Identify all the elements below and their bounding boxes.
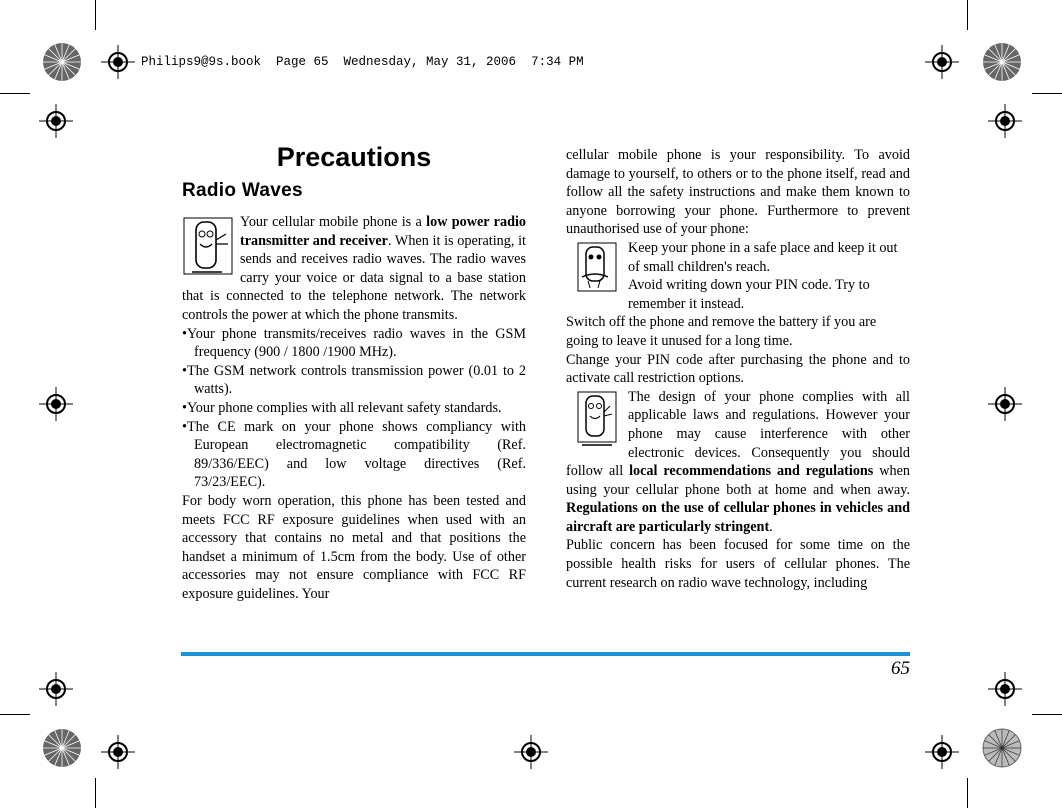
starburst-mark-top-right xyxy=(982,42,1022,82)
registration-mark-bottom-right xyxy=(925,735,959,769)
fcc-paragraph: For body worn operation, this phone has been tested and meets FCC RF exposure guidelines when used with an accessory that contains no metal and that positions the handset a minimum of 1.5cm from the body. Use of other accessories may not ensure compliance with FCC RF exposure guidelines. Your xyxy=(182,492,526,602)
design-text-2: when using your cellular phone both at home and when away. xyxy=(566,463,910,498)
responsibility-paragraph: cellular mobile phone is your responsibility. To avoid damage to yourself, to others or to the phone itself, read and follow all the safety instructions and make them known to anyone borrowing your phone. Furthermore to prevent unauthorised use of your phone: xyxy=(566,147,910,238)
change-pin-paragraph: Change your PIN code after purchasing the phone and to activate call restriction options. xyxy=(566,351,910,387)
keep-safe-text: Keep your phone in a safe place and keep it out of small children's reach. xyxy=(628,239,898,275)
list-item: • Your phone complies with all relevant safety standards. xyxy=(182,399,526,418)
page-number: 65 xyxy=(891,658,910,679)
crop-line xyxy=(967,0,968,30)
registration-mark-left-middle xyxy=(39,387,73,421)
design-text-3: . xyxy=(769,518,773,535)
right-column xyxy=(566,146,910,592)
page-title: Precautions xyxy=(276,142,432,172)
design-text-1: The design of your phone complies with all applicable laws and regulations. However your phone may cause interference with other electronic devices. Consequently you should follow all xyxy=(566,388,910,480)
starburst-mark-top-left xyxy=(42,42,82,82)
registration-mark-bottom-left xyxy=(101,735,135,769)
crop-line xyxy=(0,93,30,94)
phone-mascot-hide-icon xyxy=(566,241,618,293)
crop-line xyxy=(95,0,96,30)
left-column xyxy=(182,213,526,603)
list-item: • The GSM network controls transmission power (0.01 to 2 watts). xyxy=(182,362,526,399)
intro-text-1: Your cellular mobile phone is a xyxy=(240,214,427,230)
crop-line xyxy=(0,714,30,715)
bullet-list xyxy=(182,325,526,492)
crop-line xyxy=(95,778,96,808)
phone-mascot-thumbs-icon xyxy=(566,390,618,448)
phone-mascot-icon xyxy=(182,216,234,276)
safety-tip-block xyxy=(566,239,910,313)
crop-line xyxy=(967,778,968,808)
switch-off-paragraph: Switch off the phone and remove the battery if you are going to leave it unused for a long time. xyxy=(566,314,877,349)
crop-line xyxy=(1032,93,1062,94)
footer-rule xyxy=(181,652,910,656)
intro-bold: low power radio transmitter and receiver xyxy=(240,214,527,249)
registration-mark-top-left xyxy=(101,45,135,79)
design-bold-1: local recommendations and regulations xyxy=(629,463,874,480)
registration-mark-top-right xyxy=(925,45,959,79)
avoid-pin-text: Avoid writing down your PIN code. Try to remember it instead. xyxy=(628,277,870,312)
registration-mark-right-upper xyxy=(988,104,1022,138)
print-header: Philips9@9s.book Page 65 Wednesday, May 31, 2006 7:34 PM xyxy=(141,55,584,69)
public-concern-paragraph: Public concern has been focused for some time on the possible health risks for users of cellular phones. The current research on radio wave technology, including xyxy=(566,537,910,591)
registration-mark-left-upper xyxy=(39,104,73,138)
registration-mark-left-lower xyxy=(39,672,73,706)
registration-mark-bottom-center xyxy=(514,735,548,769)
section-heading: Radio Waves xyxy=(182,180,303,201)
list-item: • The CE mark on your phone shows compliancy with European electromagnetic compatibility (Ref. 89/336/EEC) and low voltage directives (Ref. 73/23/EEC). xyxy=(182,418,526,492)
starburst-mark-bottom-right xyxy=(982,728,1022,768)
registration-mark-right-middle xyxy=(988,387,1022,421)
list-item: • Your phone transmits/receives radio waves in the GSM frequency (900 / 1800 /1900 MHz). xyxy=(182,325,526,362)
design-bold-2: Regulations on the use of cellular phones in vehicles and aircraft are particularly stringent xyxy=(566,500,910,535)
crop-line xyxy=(1032,714,1062,715)
starburst-mark-bottom-left xyxy=(42,728,82,768)
registration-mark-right-lower xyxy=(988,672,1022,706)
intro-text-2: . When it is operating, it sends and receives radio waves. The radio waves carry your voice or data signal to a base station that is connected to the telephone network. The network controls the power at which the phone transmits. xyxy=(182,232,526,323)
